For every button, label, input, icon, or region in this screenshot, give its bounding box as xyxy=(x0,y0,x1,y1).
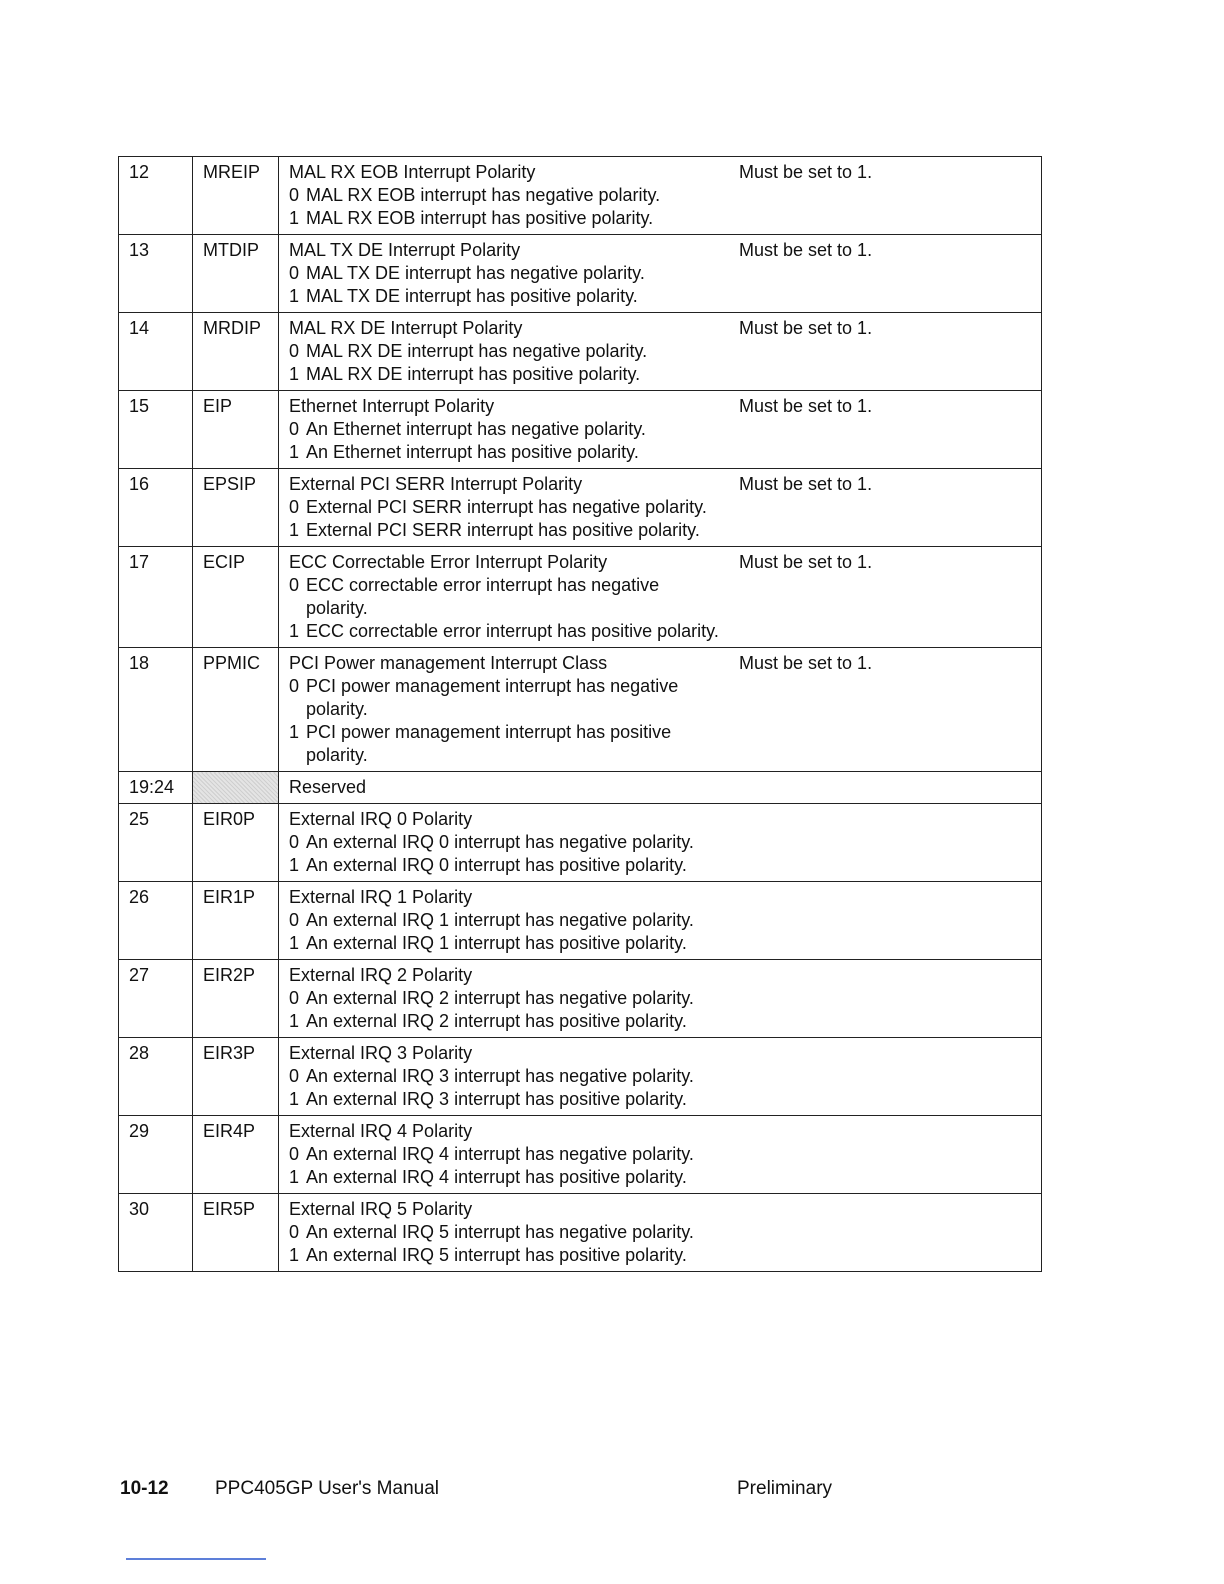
bits-cell: 27 xyxy=(119,960,193,1038)
bits-cell: 16 xyxy=(119,469,193,547)
option-text: External PCI SERR interrupt has positive polarity. xyxy=(306,520,700,540)
option-line xyxy=(289,363,719,386)
field-title: External IRQ 5 Polarity xyxy=(289,1199,473,1219)
option-line xyxy=(289,675,719,721)
option-line xyxy=(289,1010,719,1033)
option-text: An Ethernet interrupt has positive polarity. xyxy=(306,442,639,462)
comment-cell: Must be set to 1. xyxy=(729,157,1042,235)
comment-cell xyxy=(729,1116,1042,1194)
page-number: 10-12 xyxy=(120,1478,169,1499)
table-row xyxy=(119,1116,1042,1194)
register-field-table-body xyxy=(119,157,1042,1272)
table-row xyxy=(119,235,1042,313)
description-cell xyxy=(279,469,730,547)
document-status: Preliminary xyxy=(737,1478,833,1499)
option-value: 1 xyxy=(289,520,300,540)
option-line xyxy=(289,207,719,230)
description-cell xyxy=(279,157,730,235)
option-line xyxy=(289,987,719,1010)
comment-cell xyxy=(729,882,1042,960)
option-value: 0 xyxy=(289,676,300,696)
field-name-cell: EIR1P xyxy=(193,882,279,960)
option-value: 1 xyxy=(289,933,300,953)
option-line xyxy=(289,1221,719,1244)
description-cell xyxy=(279,235,730,313)
bits-cell: 14 xyxy=(119,313,193,391)
option-text: MAL RX DE interrupt has negative polarity. xyxy=(306,341,648,361)
field-title: External IRQ 0 Polarity xyxy=(289,809,473,829)
table-row xyxy=(119,547,1042,648)
option-text: ECC correctable error interrupt has negative polarity. xyxy=(306,575,660,618)
option-line xyxy=(289,831,719,854)
option-line xyxy=(289,262,719,285)
field-name-cell: PPMIC xyxy=(193,648,279,772)
option-value: 1 xyxy=(289,364,300,384)
option-line xyxy=(289,496,719,519)
bits-cell: 19:24 xyxy=(119,772,193,804)
description-cell xyxy=(279,648,730,772)
option-value: 1 xyxy=(289,442,300,462)
option-text: An external IRQ 2 interrupt has negative polarity. xyxy=(306,988,694,1008)
option-value: 1 xyxy=(289,1089,300,1109)
option-value: 0 xyxy=(289,910,300,930)
bits-cell: 25 xyxy=(119,804,193,882)
option-text: An external IRQ 1 interrupt has positive polarity. xyxy=(306,933,687,953)
option-value: 0 xyxy=(289,832,300,852)
option-line xyxy=(289,519,719,542)
field-name-cell: EIR3P xyxy=(193,1038,279,1116)
comment-cell xyxy=(729,772,1042,804)
comment-cell xyxy=(729,1194,1042,1272)
option-value: 0 xyxy=(289,263,300,283)
comment-cell xyxy=(729,960,1042,1038)
option-line xyxy=(289,1166,719,1189)
option-value: 0 xyxy=(289,988,300,1008)
field-name-cell: MREIP xyxy=(193,157,279,235)
comment-cell: Must be set to 1. xyxy=(729,313,1042,391)
table-row xyxy=(119,1038,1042,1116)
field-title: ECC Correctable Error Interrupt Polarity xyxy=(289,552,608,572)
field-title: MAL RX EOB Interrupt Polarity xyxy=(289,162,536,182)
bits-cell: 15 xyxy=(119,391,193,469)
option-line xyxy=(289,932,719,955)
page-footer xyxy=(120,1476,832,1502)
table-row xyxy=(119,804,1042,882)
field-name-cell: EIP xyxy=(193,391,279,469)
description-cell xyxy=(279,1038,730,1116)
option-text: An external IRQ 3 interrupt has positive polarity. xyxy=(306,1089,687,1109)
option-line xyxy=(289,1088,719,1111)
option-value: 0 xyxy=(289,419,300,439)
description-cell xyxy=(279,313,730,391)
description-cell xyxy=(279,547,730,648)
option-text: MAL RX EOB interrupt has positive polarity. xyxy=(306,208,654,228)
field-name-cell: EIR2P xyxy=(193,960,279,1038)
option-text: An external IRQ 4 interrupt has positive polarity. xyxy=(306,1167,687,1187)
option-text: PCI power management interrupt has positive polarity. xyxy=(306,722,672,765)
option-line xyxy=(289,1065,719,1088)
field-name-cell: ECIP xyxy=(193,547,279,648)
comment-cell xyxy=(729,1038,1042,1116)
table-row xyxy=(119,469,1042,547)
description-cell xyxy=(279,1116,730,1194)
table-row xyxy=(119,960,1042,1038)
table-row xyxy=(119,313,1042,391)
option-value: 1 xyxy=(289,1245,300,1265)
bits-cell: 30 xyxy=(119,1194,193,1272)
option-line xyxy=(289,340,719,363)
table-row xyxy=(119,157,1042,235)
option-line xyxy=(289,285,719,308)
option-value: 0 xyxy=(289,1222,300,1242)
field-name-cell: MTDIP xyxy=(193,235,279,313)
register-field-table xyxy=(118,156,1042,1272)
option-text: PCI power management interrupt has negative polarity. xyxy=(306,676,679,719)
option-line xyxy=(289,574,719,620)
field-title: Reserved xyxy=(289,777,367,797)
field-title: External PCI SERR Interrupt Polarity xyxy=(289,474,583,494)
option-value: 1 xyxy=(289,722,300,742)
option-value: 1 xyxy=(289,1167,300,1187)
description-cell xyxy=(279,804,730,882)
comment-cell: Must be set to 1. xyxy=(729,547,1042,648)
field-title: Ethernet Interrupt Polarity xyxy=(289,396,495,416)
field-name-cell: EIR5P xyxy=(193,1194,279,1272)
bits-cell: 13 xyxy=(119,235,193,313)
bits-cell: 18 xyxy=(119,648,193,772)
field-title: MAL TX DE Interrupt Polarity xyxy=(289,240,521,260)
option-value: 0 xyxy=(289,1144,300,1164)
option-text: MAL RX EOB interrupt has negative polarity. xyxy=(306,185,661,205)
option-value: 1 xyxy=(289,286,300,306)
option-text: An external IRQ 4 interrupt has negative polarity. xyxy=(306,1144,694,1164)
bits-cell: 26 xyxy=(119,882,193,960)
table-row xyxy=(119,772,1042,804)
table-row xyxy=(119,882,1042,960)
comment-cell: Must be set to 1. xyxy=(729,391,1042,469)
option-text: An external IRQ 5 interrupt has negative polarity. xyxy=(306,1222,694,1242)
option-value: 0 xyxy=(289,341,300,361)
description-cell xyxy=(279,772,730,804)
description-cell xyxy=(279,882,730,960)
manual-title: PPC405GP User's Manual xyxy=(215,1478,439,1499)
option-line xyxy=(289,418,719,441)
comment-cell: Must be set to 1. xyxy=(729,469,1042,547)
option-value: 1 xyxy=(289,855,300,875)
option-value: 1 xyxy=(289,1011,300,1031)
option-line xyxy=(289,1143,719,1166)
option-value: 1 xyxy=(289,208,300,228)
option-value: 0 xyxy=(289,575,300,595)
option-line xyxy=(289,1244,719,1267)
option-line xyxy=(289,721,719,767)
option-line xyxy=(289,854,719,877)
field-name-cell: EIR0P xyxy=(193,804,279,882)
comment-cell: Must be set to 1. xyxy=(729,648,1042,772)
option-text: An external IRQ 0 interrupt has positive polarity. xyxy=(306,855,687,875)
field-title: External IRQ 4 Polarity xyxy=(289,1121,473,1141)
option-value: 0 xyxy=(289,185,300,205)
description-cell xyxy=(279,391,730,469)
table-row xyxy=(119,391,1042,469)
field-title: PCI Power management Interrupt Class xyxy=(289,653,608,673)
option-line xyxy=(289,441,719,464)
option-text: ECC correctable error interrupt has positive polarity. xyxy=(306,621,719,641)
description-cell xyxy=(279,1194,730,1272)
option-text: An external IRQ 3 interrupt has negative polarity. xyxy=(306,1066,694,1086)
option-value: 1 xyxy=(289,621,300,641)
option-text: MAL RX DE interrupt has positive polarity. xyxy=(306,364,641,384)
comment-cell xyxy=(729,804,1042,882)
option-value: 0 xyxy=(289,1066,300,1086)
reserved-field-cell xyxy=(193,772,279,804)
bits-cell: 29 xyxy=(119,1116,193,1194)
bits-cell: 28 xyxy=(119,1038,193,1116)
option-text: External PCI SERR interrupt has negative polarity. xyxy=(306,497,707,517)
table-row xyxy=(119,648,1042,772)
option-line xyxy=(289,909,719,932)
comment-cell: Must be set to 1. xyxy=(729,235,1042,313)
field-title: External IRQ 3 Polarity xyxy=(289,1043,473,1063)
field-title: External IRQ 1 Polarity xyxy=(289,887,473,907)
bits-cell: 12 xyxy=(119,157,193,235)
field-title: MAL RX DE Interrupt Polarity xyxy=(289,318,523,338)
option-text: An Ethernet interrupt has negative polarity. xyxy=(306,419,646,439)
option-value: 0 xyxy=(289,497,300,517)
field-name-cell: EIR4P xyxy=(193,1116,279,1194)
bits-cell: 17 xyxy=(119,547,193,648)
option-text: MAL TX DE interrupt has negative polarity. xyxy=(306,263,645,283)
field-name-cell: EPSIP xyxy=(193,469,279,547)
option-text: An external IRQ 0 interrupt has negative polarity. xyxy=(306,832,694,852)
option-line xyxy=(289,620,719,643)
option-text: MAL TX DE interrupt has positive polarity. xyxy=(306,286,638,306)
field-name-cell: MRDIP xyxy=(193,313,279,391)
description-cell xyxy=(279,960,730,1038)
scan-edge-mark xyxy=(126,1558,266,1560)
option-text: An external IRQ 1 interrupt has negative polarity. xyxy=(306,910,694,930)
option-text: An external IRQ 5 interrupt has positive polarity. xyxy=(306,1245,687,1265)
table-row xyxy=(119,1194,1042,1272)
field-title: External IRQ 2 Polarity xyxy=(289,965,473,985)
option-text: An external IRQ 2 interrupt has positive polarity. xyxy=(306,1011,687,1031)
option-line xyxy=(289,184,719,207)
